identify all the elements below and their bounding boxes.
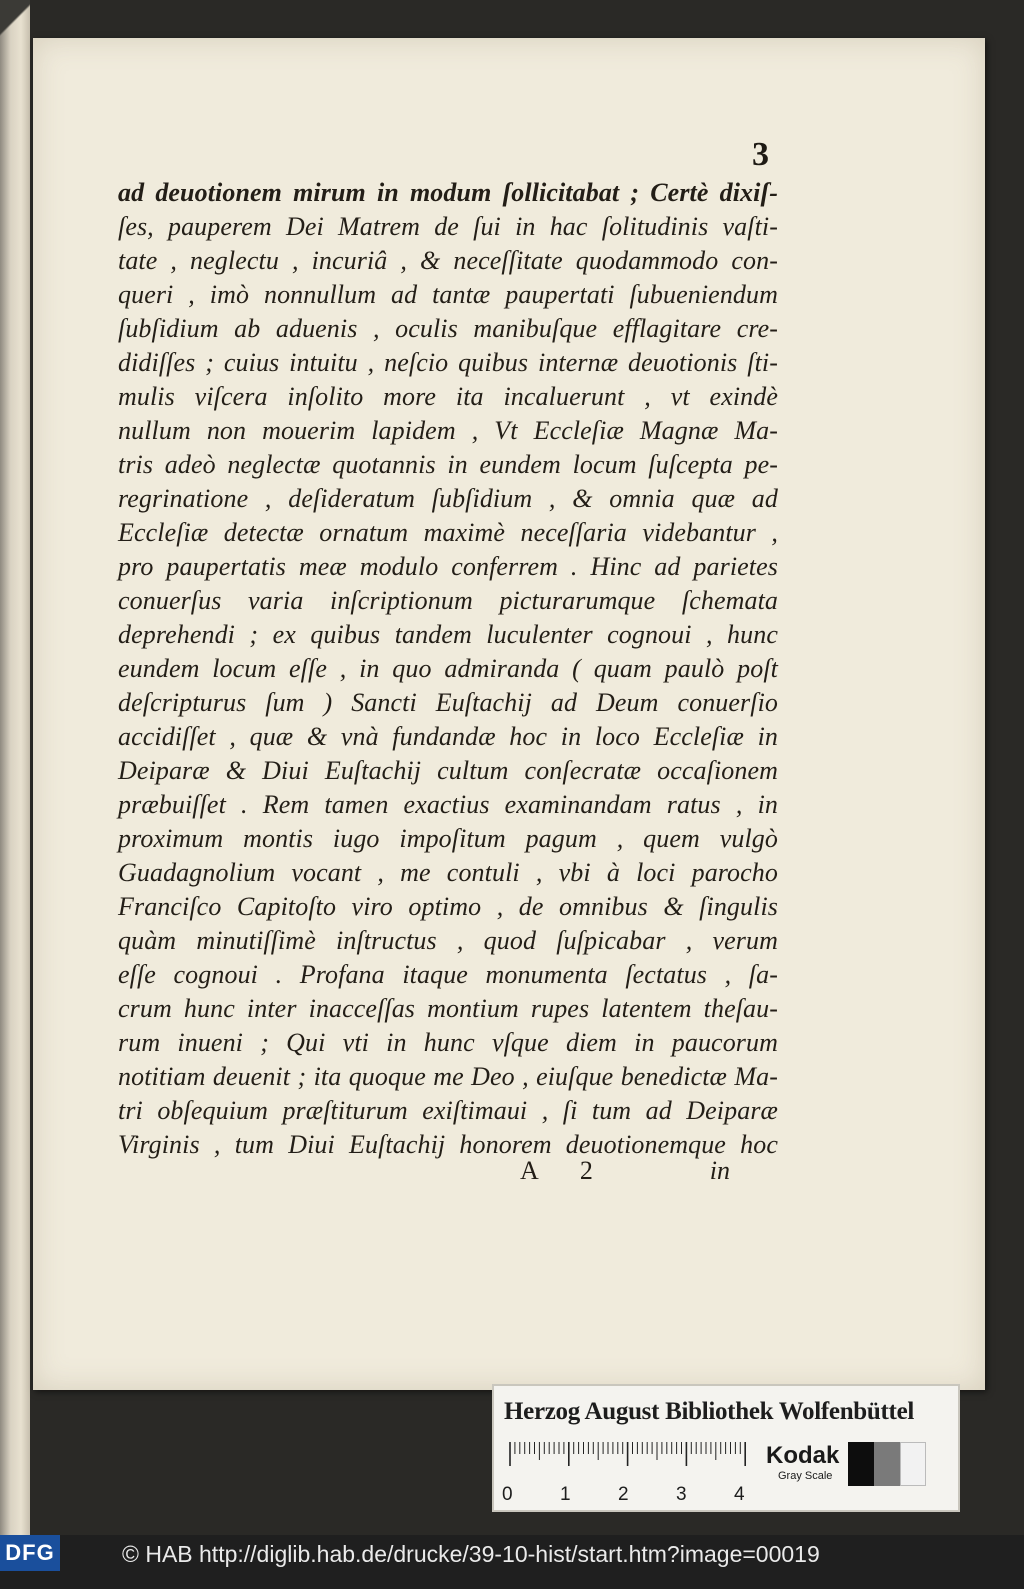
ruler-numbers bbox=[502, 1484, 772, 1506]
gray-patch-black bbox=[848, 1442, 874, 1486]
ruler-number: 2 bbox=[618, 1484, 629, 1505]
ruler-number: 0 bbox=[502, 1484, 513, 1505]
previous-page-edge bbox=[0, 0, 30, 1535]
text-line: tate , neglectu , incuriâ , & neceſſitate quodammodo con- bbox=[118, 246, 778, 275]
text-line: Virginis , tum Diui Euſtachij honorem deuotionemque hoc bbox=[118, 1130, 778, 1159]
text-line: Eccleſiæ detectæ ornatum maximè neceſſaria videbantur , bbox=[118, 518, 778, 547]
kodak-subtitle: Gray Scale bbox=[778, 1470, 833, 1482]
dfg-logo: DFG bbox=[0, 1535, 60, 1571]
text-line: pro paupertatis meæ modulo conferrem . Hinc ad parietes bbox=[118, 552, 778, 581]
text-line: didiſſes ; cuius intuitu , neſcio quibus internæ deuotionis ſti- bbox=[118, 348, 778, 377]
text-line: tris adeò neglectæ quotannis in eundem locum ſuſcepta pe- bbox=[118, 450, 778, 479]
text-line: Guadagnolium vocant , me contuli , vbi à loci parocho bbox=[118, 858, 778, 887]
copyright-url[interactable]: © HAB http://diglib.hab.de/drucke/39-10-hist/start.htm?image=00019 bbox=[122, 1541, 820, 1567]
viewer-footer-bar bbox=[0, 1535, 1024, 1589]
gray-patch-white bbox=[900, 1442, 926, 1486]
library-label bbox=[492, 1384, 960, 1512]
catchword: in bbox=[709, 1156, 730, 1185]
body-text bbox=[118, 176, 778, 1162]
text-line: regrinatione , deſideratum ſubſidium , & omnia quæ ad bbox=[118, 484, 778, 513]
kodak-gray-scale bbox=[766, 1442, 936, 1482]
text-line: ſubſidium ab aduenis , oculis manibuſque efflagitare cre- bbox=[118, 314, 778, 343]
ruler-number: 3 bbox=[676, 1484, 687, 1505]
kodak-brand: Kodak bbox=[766, 1442, 840, 1469]
text-line: notitiam deuenit ; ita quoque me Deo , eiuſque benedictæ Ma- bbox=[118, 1062, 778, 1091]
page-footer bbox=[520, 1156, 760, 1192]
text-line: præbuiſſet . Rem tamen exactius examinandam ratus , in bbox=[118, 790, 778, 819]
text-line: quàm minutiſſimè inſtructus , quod ſuſpicabar , verum bbox=[118, 926, 778, 955]
text-line: ad deuotionem mirum in modum ſollicitabat ; Certè dixiſ- bbox=[118, 178, 778, 207]
ruler-number: 4 bbox=[734, 1484, 745, 1505]
text-line: tri obſequium præſtiturum exiſtimaui , ſi tum ad Deiparæ bbox=[118, 1096, 778, 1125]
text-line: eſſe cognoui . Profana itaque monumenta ſectatus , ſa- bbox=[118, 960, 778, 989]
ruler-number: 1 bbox=[560, 1484, 571, 1505]
page-fold-shadow bbox=[0, 0, 30, 40]
text-line: deſcripturus ſum ) Sancti Euſtachij ad Deum conuerſio bbox=[118, 688, 778, 717]
page-number: 3 bbox=[752, 136, 769, 173]
ruler-scale bbox=[508, 1442, 748, 1466]
text-line: rum inueni ; Qui vti in hunc vſque diem in paucorum bbox=[118, 1028, 778, 1057]
text-line: proximum montis iugo impoſitum pagum , quem vulgò bbox=[118, 824, 778, 853]
text-line: deprehendi ; ex quibus tandem luculenter cognoui , hunc bbox=[118, 620, 778, 649]
text-line: eundem locum eſſe , in quo admiranda ( quam paulò poſt bbox=[118, 654, 778, 683]
text-line: nullum non mouerim lapidem , Vt Eccleſiæ Magnæ Ma- bbox=[118, 416, 778, 445]
text-line: crum hunc inter inacceſſas montium rupes latentem theſau- bbox=[118, 994, 778, 1023]
text-line: accidiſſet , quæ & vnà fundandæ hoc in loco Eccleſiæ in bbox=[118, 722, 778, 751]
text-line: Franciſco Capitoſto viro optimo , de omnibus & ſingulis bbox=[118, 892, 778, 921]
text-line: ſes, pauperem Dei Matrem de ſui in hac ſolitudinis vaſti- bbox=[118, 212, 778, 241]
signature-mark: A 2 bbox=[520, 1156, 611, 1185]
library-name: Herzog August Bibliothek Wolfenbüttel bbox=[504, 1398, 915, 1425]
gray-patch-mid bbox=[874, 1442, 900, 1486]
text-line: Deiparæ & Diui Euſtachij cultum conſecratæ occaſionem bbox=[118, 756, 778, 785]
text-line: mulis viſcera inſolito more ita incaluerunt , vt exindè bbox=[118, 382, 778, 411]
text-line: conuerſus varia inſcriptionum picturarumque ſchemata bbox=[118, 586, 778, 615]
text-line: queri , imò nonnullum ad tantæ paupertati ſubueniendum bbox=[118, 280, 778, 309]
